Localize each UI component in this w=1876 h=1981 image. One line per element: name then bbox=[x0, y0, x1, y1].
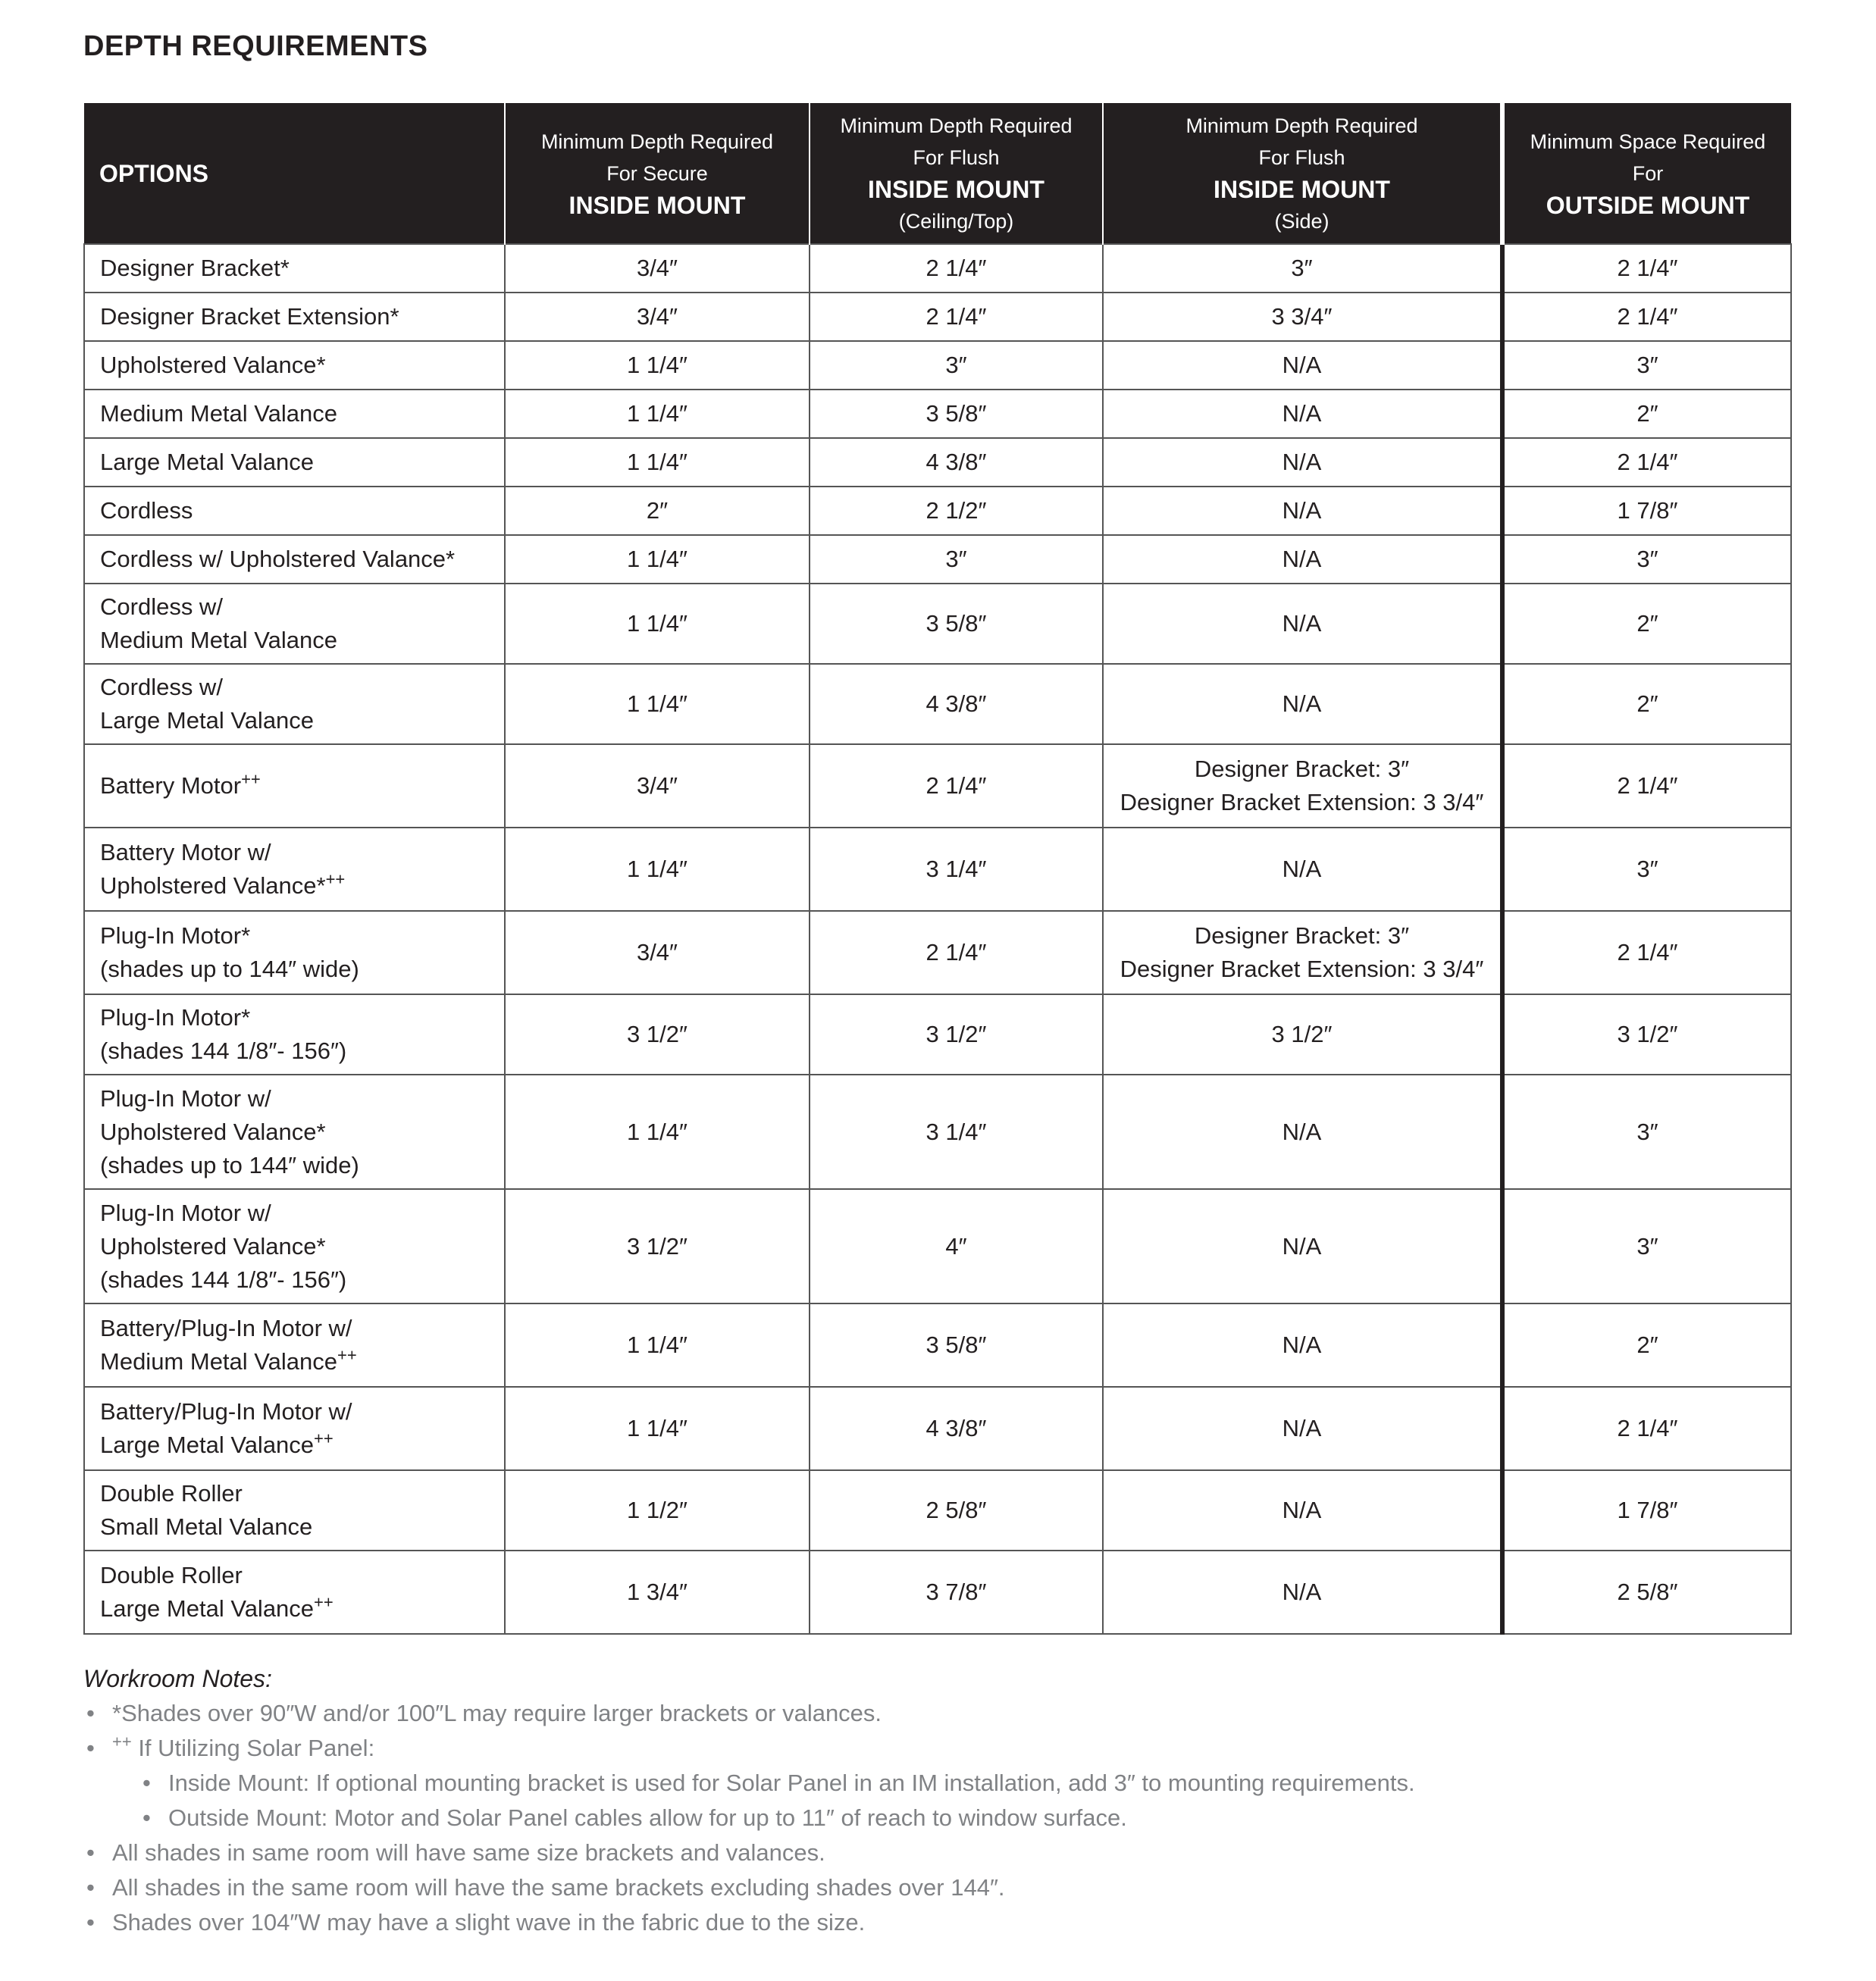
depth-value-cell-2: 4 3/8″ bbox=[810, 1387, 1103, 1470]
header-col4-line2: For bbox=[1632, 161, 1664, 185]
note-item: • All shades in the same room will have the same brackets excluding shades over 144″. bbox=[83, 1870, 1790, 1905]
option-label bbox=[100, 1345, 496, 1379]
table-row bbox=[84, 1470, 1791, 1551]
header-col1-line1: Minimum Depth Required bbox=[540, 130, 774, 153]
depth-value-cell-1: 3/4″ bbox=[505, 244, 810, 293]
side-mount-value: N/A bbox=[1282, 400, 1322, 427]
outside-mount-value-cell: 2″ bbox=[1502, 584, 1791, 664]
option-label-text: Large Metal Valance bbox=[100, 1595, 315, 1622]
header-options: OPTIONS bbox=[84, 103, 505, 244]
option-cell bbox=[84, 1075, 505, 1189]
option-label-text: Large Metal Valance bbox=[100, 1432, 315, 1458]
option-label-text: Plug-In Motor* bbox=[100, 1004, 251, 1031]
side-mount-value: Designer Bracket Extension: 3 3/4″ bbox=[1120, 789, 1484, 815]
outside-mount-value-cell: 3″ bbox=[1502, 1075, 1791, 1189]
side-mount-value: N/A bbox=[1282, 610, 1322, 637]
note-subitem: • Inside Mount: If optional mounting bracket is used for Solar Panel in an IM installation, add 3″ to mounting requirements. bbox=[139, 1766, 1790, 1801]
option-label-text: (shades 144 1/8″- 156″) bbox=[100, 1037, 347, 1064]
depth-value-cell-3 bbox=[1103, 293, 1502, 341]
option-label bbox=[100, 1559, 496, 1592]
depth-value-cell-3 bbox=[1103, 438, 1502, 487]
option-cell bbox=[84, 1387, 505, 1470]
option-cell bbox=[84, 341, 505, 390]
table-row bbox=[84, 1303, 1791, 1387]
depth-value-cell-1: 3/4″ bbox=[505, 293, 810, 341]
depth-value-cell-1: 3/4″ bbox=[505, 911, 810, 994]
option-label bbox=[100, 836, 496, 869]
depth-value-cell-1: 1 1/4″ bbox=[505, 438, 810, 487]
table-row bbox=[84, 341, 1791, 390]
depth-value-cell-1: 3 1/2″ bbox=[505, 994, 810, 1075]
header-col2-sub: (Ceiling/Top) bbox=[898, 209, 1014, 233]
depth-value-cell-2: 3 5/8″ bbox=[810, 390, 1103, 438]
option-cell bbox=[84, 1470, 505, 1551]
outside-mount-value-cell: 2 1/4″ bbox=[1502, 911, 1791, 994]
table-row bbox=[84, 911, 1791, 994]
side-mount-value: Designer Bracket Extension: 3 3/4″ bbox=[1120, 956, 1484, 982]
outside-mount-value-cell: 2 1/4″ bbox=[1502, 293, 1791, 341]
note-item: • *Shades over 90″W and/or 100″L may require larger brackets or valances. bbox=[83, 1696, 1790, 1731]
option-label-text: (shades 144 1/8″- 156″) bbox=[100, 1266, 347, 1293]
depth-value-cell-1: 1 1/4″ bbox=[505, 535, 810, 584]
option-superscript: ++ bbox=[314, 1592, 334, 1612]
option-label-text: Small Metal Valance bbox=[100, 1513, 313, 1540]
option-label bbox=[100, 1429, 496, 1462]
side-mount-value: Designer Bracket: 3″ bbox=[1194, 922, 1410, 949]
option-label-text: Cordless w/ bbox=[100, 674, 223, 700]
note-sup: ++ bbox=[112, 1732, 132, 1751]
depth-value-cell-1: 1 1/4″ bbox=[505, 390, 810, 438]
header-col1-strong: INSIDE MOUNT bbox=[568, 191, 746, 219]
option-label bbox=[100, 252, 496, 285]
depth-value-cell-2: 2 1/4″ bbox=[810, 244, 1103, 293]
depth-value-cell-3 bbox=[1103, 1387, 1502, 1470]
outside-mount-value-cell: 1 7/8″ bbox=[1502, 1470, 1791, 1551]
depth-value-cell-2: 3″ bbox=[810, 535, 1103, 584]
depth-value-cell-1: 1 1/4″ bbox=[505, 664, 810, 744]
option-label-text: (shades up to 144″ wide) bbox=[100, 1151, 359, 1178]
depth-value-cell-2: 4 3/8″ bbox=[810, 438, 1103, 487]
header-secure-inside-mount bbox=[505, 103, 810, 244]
note-item: • All shades in same room will have same size brackets and valances. bbox=[83, 1835, 1790, 1870]
option-label-text: Medium Metal Valance bbox=[100, 627, 338, 653]
option-label bbox=[100, 590, 496, 624]
depth-value-cell-3 bbox=[1103, 584, 1502, 664]
outside-mount-value-cell: 2″ bbox=[1502, 390, 1791, 438]
depth-value-cell-2: 2 1/4″ bbox=[810, 293, 1103, 341]
option-label-text: Upholstered Valance* bbox=[100, 1118, 326, 1145]
option-label-text: Medium Metal Valance bbox=[100, 400, 338, 427]
side-mount-value: 3 1/2″ bbox=[1271, 1021, 1333, 1047]
option-cell bbox=[84, 744, 505, 828]
option-label bbox=[100, 671, 496, 704]
option-label bbox=[100, 1082, 496, 1116]
side-mount-value: N/A bbox=[1282, 1579, 1322, 1605]
option-label bbox=[100, 1197, 496, 1230]
option-label-text: Designer Bracket Extension* bbox=[100, 303, 399, 330]
option-cell bbox=[84, 390, 505, 438]
option-label bbox=[100, 1263, 496, 1297]
depth-value-cell-2: 3 1/2″ bbox=[810, 994, 1103, 1075]
option-label bbox=[100, 300, 496, 333]
table-row bbox=[84, 1075, 1791, 1189]
header-col4-strong: OUTSIDE MOUNT bbox=[1546, 191, 1750, 219]
note-text: If Utilizing Solar Panel: bbox=[131, 1735, 375, 1761]
option-label bbox=[100, 349, 496, 382]
table-row bbox=[84, 438, 1791, 487]
depth-value-cell-2: 2 5/8″ bbox=[810, 1470, 1103, 1551]
outside-mount-value-cell: 3″ bbox=[1502, 1189, 1791, 1303]
table-row bbox=[84, 828, 1791, 911]
option-label-text: Battery Motor w/ bbox=[100, 839, 271, 865]
option-label bbox=[100, 1116, 496, 1149]
option-label bbox=[100, 1149, 496, 1182]
depth-value-cell-3 bbox=[1103, 828, 1502, 911]
option-superscript: ++ bbox=[241, 769, 261, 789]
depth-value-cell-1: 1 1/4″ bbox=[505, 584, 810, 664]
depth-value-cell-3 bbox=[1103, 535, 1502, 584]
option-cell bbox=[84, 584, 505, 664]
table-body bbox=[84, 244, 1791, 1634]
depth-value-cell-3 bbox=[1103, 390, 1502, 438]
table-row bbox=[84, 744, 1791, 828]
depth-value-cell-3 bbox=[1103, 994, 1502, 1075]
depth-value-cell-1: 3 1/2″ bbox=[505, 1189, 810, 1303]
depth-value-cell-3 bbox=[1103, 1075, 1502, 1189]
table-row bbox=[84, 664, 1791, 744]
depth-value-cell-1: 1 3/4″ bbox=[505, 1551, 810, 1634]
option-label-text: Cordless w/ Upholstered Valance* bbox=[100, 546, 456, 572]
depth-value-cell-2: 3 5/8″ bbox=[810, 1303, 1103, 1387]
depth-value-cell-2: 2 1/4″ bbox=[810, 744, 1103, 828]
table-row bbox=[84, 1551, 1791, 1634]
side-mount-value: N/A bbox=[1282, 690, 1322, 717]
depth-value-cell-3 bbox=[1103, 1303, 1502, 1387]
option-label bbox=[100, 446, 496, 479]
outside-mount-value-cell: 3″ bbox=[1502, 828, 1791, 911]
side-mount-value: N/A bbox=[1282, 856, 1322, 882]
outside-mount-value-cell: 2 1/4″ bbox=[1502, 1387, 1791, 1470]
option-cell bbox=[84, 994, 505, 1075]
table-row bbox=[84, 994, 1791, 1075]
option-label bbox=[100, 1001, 496, 1034]
option-label-text: (shades up to 144″ wide) bbox=[100, 956, 359, 982]
option-label-text: Designer Bracket* bbox=[100, 255, 290, 281]
option-label bbox=[100, 1592, 496, 1626]
option-cell bbox=[84, 244, 505, 293]
side-mount-value: N/A bbox=[1282, 1497, 1322, 1523]
depth-value-cell-1: 1 1/4″ bbox=[505, 341, 810, 390]
option-label-text: Double Roller bbox=[100, 1480, 243, 1507]
option-label-text: Battery/Plug-In Motor w/ bbox=[100, 1315, 352, 1341]
option-label-text: Plug-In Motor w/ bbox=[100, 1084, 271, 1112]
side-mount-value: Designer Bracket: 3″ bbox=[1194, 756, 1410, 782]
header-flush-inside-mount-ceiling bbox=[810, 103, 1103, 244]
option-label bbox=[100, 1510, 496, 1544]
option-label bbox=[100, 494, 496, 527]
side-mount-value: N/A bbox=[1282, 546, 1322, 572]
option-cell bbox=[84, 828, 505, 911]
depth-value-cell-3 bbox=[1103, 244, 1502, 293]
option-cell bbox=[84, 535, 505, 584]
outside-mount-value-cell: 3 1/2″ bbox=[1502, 994, 1791, 1075]
option-label-text: Cordless bbox=[100, 497, 193, 524]
option-label bbox=[100, 1034, 496, 1068]
header-outside-mount bbox=[1502, 103, 1791, 244]
outside-mount-value-cell: 3″ bbox=[1502, 341, 1791, 390]
depth-value-cell-3 bbox=[1103, 911, 1502, 994]
option-label-text: Plug-In Motor w/ bbox=[100, 1199, 271, 1226]
notes-sublist bbox=[83, 1766, 1790, 1835]
outside-mount-value-cell: 2″ bbox=[1502, 1303, 1791, 1387]
table-row bbox=[84, 487, 1791, 535]
table-row bbox=[84, 244, 1791, 293]
side-mount-value: 3″ bbox=[1291, 255, 1313, 281]
side-mount-value: N/A bbox=[1282, 1415, 1322, 1441]
option-label-text: Upholstered Valance* bbox=[100, 872, 326, 899]
depth-value-cell-2: 2 1/4″ bbox=[810, 911, 1103, 994]
depth-value-cell-1: 1 1/4″ bbox=[505, 1075, 810, 1189]
header-col3-line2: For Flush bbox=[1258, 146, 1345, 169]
header-col2-line2: For Flush bbox=[913, 146, 1000, 169]
option-superscript: ++ bbox=[337, 1345, 357, 1365]
depth-value-cell-2: 4 3/8″ bbox=[810, 664, 1103, 744]
depth-value-cell-2: 3 1/4″ bbox=[810, 1075, 1103, 1189]
option-label bbox=[100, 1477, 496, 1510]
depth-value-cell-2: 4″ bbox=[810, 1189, 1103, 1303]
option-cell bbox=[84, 293, 505, 341]
depth-value-cell-1: 1 1/4″ bbox=[505, 1303, 810, 1387]
outside-mount-value-cell: 2 1/4″ bbox=[1502, 244, 1791, 293]
outside-mount-value-cell: 1 7/8″ bbox=[1502, 487, 1791, 535]
option-label bbox=[100, 1395, 496, 1429]
depth-value-cell-3 bbox=[1103, 744, 1502, 828]
outside-mount-value-cell: 2 1/4″ bbox=[1502, 744, 1791, 828]
notes-title: Workroom Notes: bbox=[83, 1665, 272, 1692]
option-cell bbox=[84, 1189, 505, 1303]
note-item-solar bbox=[83, 1731, 1790, 1766]
depth-value-cell-2: 2 1/2″ bbox=[810, 487, 1103, 535]
depth-value-cell-1: 3/4″ bbox=[505, 744, 810, 828]
option-label bbox=[100, 869, 496, 903]
option-label bbox=[100, 953, 496, 986]
side-mount-value: N/A bbox=[1282, 497, 1322, 524]
option-cell bbox=[84, 438, 505, 487]
option-superscript: ++ bbox=[314, 1429, 334, 1448]
side-mount-value: N/A bbox=[1282, 1232, 1322, 1260]
header-col3-line1: Minimum Depth Required bbox=[1185, 114, 1418, 137]
depth-value-cell-2: 3″ bbox=[810, 341, 1103, 390]
depth-value-cell-1: 1 1/2″ bbox=[505, 1470, 810, 1551]
header-col4-line1: Minimum Space Required bbox=[1530, 130, 1766, 153]
option-cell bbox=[84, 664, 505, 744]
table-row bbox=[84, 1387, 1791, 1470]
option-label-text: Plug-In Motor* bbox=[100, 922, 251, 949]
option-label-text: Large Metal Valance bbox=[100, 449, 315, 475]
option-cell bbox=[84, 1303, 505, 1387]
option-label bbox=[100, 624, 496, 657]
outside-mount-value-cell: 2″ bbox=[1502, 664, 1791, 744]
option-label bbox=[100, 543, 496, 576]
option-label bbox=[100, 397, 496, 430]
option-label bbox=[100, 769, 496, 803]
option-label bbox=[100, 1312, 496, 1345]
header-col2-line1: Minimum Depth Required bbox=[840, 114, 1073, 137]
depth-value-cell-3 bbox=[1103, 1189, 1502, 1303]
option-label bbox=[100, 1230, 496, 1263]
option-label-text: Large Metal Valance bbox=[100, 707, 315, 734]
notes-list bbox=[83, 1696, 1790, 1766]
option-superscript: ++ bbox=[325, 869, 346, 889]
option-label-text: Battery/Plug-In Motor w/ bbox=[100, 1398, 352, 1425]
option-label-text: Upholstered Valance* bbox=[100, 1232, 326, 1260]
header-col3-strong: INSIDE MOUNT bbox=[1214, 175, 1390, 203]
side-mount-value: N/A bbox=[1282, 449, 1322, 475]
workroom-notes bbox=[83, 1661, 1790, 1940]
header-col2-strong: INSIDE MOUNT bbox=[868, 175, 1044, 203]
option-label-text: Double Roller bbox=[100, 1562, 243, 1588]
page-title: DEPTH REQUIREMENTS bbox=[83, 30, 428, 62]
depth-value-cell-2: 3 1/4″ bbox=[810, 828, 1103, 911]
outside-mount-value-cell: 2 5/8″ bbox=[1502, 1551, 1791, 1634]
note-subitem: • Outside Mount: Motor and Solar Panel cables allow for up to 11″ of reach to window surface. bbox=[139, 1801, 1790, 1835]
table-row bbox=[84, 293, 1791, 341]
table-row bbox=[84, 584, 1791, 664]
option-label bbox=[100, 704, 496, 737]
option-label bbox=[100, 919, 496, 953]
side-mount-value: N/A bbox=[1282, 1332, 1322, 1358]
option-cell bbox=[84, 487, 505, 535]
depth-value-cell-3 bbox=[1103, 341, 1502, 390]
table-row bbox=[84, 1189, 1791, 1303]
option-label-text: Medium Metal Valance bbox=[100, 1348, 338, 1375]
depth-value-cell-2: 3 5/8″ bbox=[810, 584, 1103, 664]
header-col1-line2: For Secure bbox=[606, 161, 708, 185]
depth-value-cell-1: 1 1/4″ bbox=[505, 1387, 810, 1470]
option-cell bbox=[84, 1551, 505, 1634]
option-label-text: Upholstered Valance* bbox=[100, 352, 326, 378]
option-cell bbox=[84, 911, 505, 994]
depth-value-cell-1: 2″ bbox=[505, 487, 810, 535]
notes-list-2 bbox=[83, 1835, 1790, 1940]
depth-value-cell-3 bbox=[1103, 1551, 1502, 1634]
depth-value-cell-3 bbox=[1103, 664, 1502, 744]
option-label-text: Battery Motor bbox=[100, 772, 242, 799]
depth-value-cell-3 bbox=[1103, 487, 1502, 535]
depth-value-cell-2: 3 7/8″ bbox=[810, 1551, 1103, 1634]
depth-value-cell-3 bbox=[1103, 1470, 1502, 1551]
depth-requirements-table bbox=[83, 103, 1792, 1635]
depth-value-cell-1: 1 1/4″ bbox=[505, 828, 810, 911]
outside-mount-value-cell: 3″ bbox=[1502, 535, 1791, 584]
side-mount-value: 3 3/4″ bbox=[1271, 303, 1333, 330]
option-label-text: Cordless w/ bbox=[100, 593, 223, 620]
header-flush-inside-mount-side bbox=[1103, 103, 1502, 244]
side-mount-value: N/A bbox=[1282, 1118, 1322, 1145]
note-item: • Shades over 104″W may have a slight wave in the fabric due to the size. bbox=[83, 1905, 1790, 1940]
outside-mount-value-cell: 2 1/4″ bbox=[1502, 438, 1791, 487]
side-mount-value: N/A bbox=[1282, 352, 1322, 378]
table-row bbox=[84, 390, 1791, 438]
header-col3-sub: (Side) bbox=[1274, 209, 1329, 233]
table-row bbox=[84, 535, 1791, 584]
table-header-row bbox=[84, 103, 1791, 244]
